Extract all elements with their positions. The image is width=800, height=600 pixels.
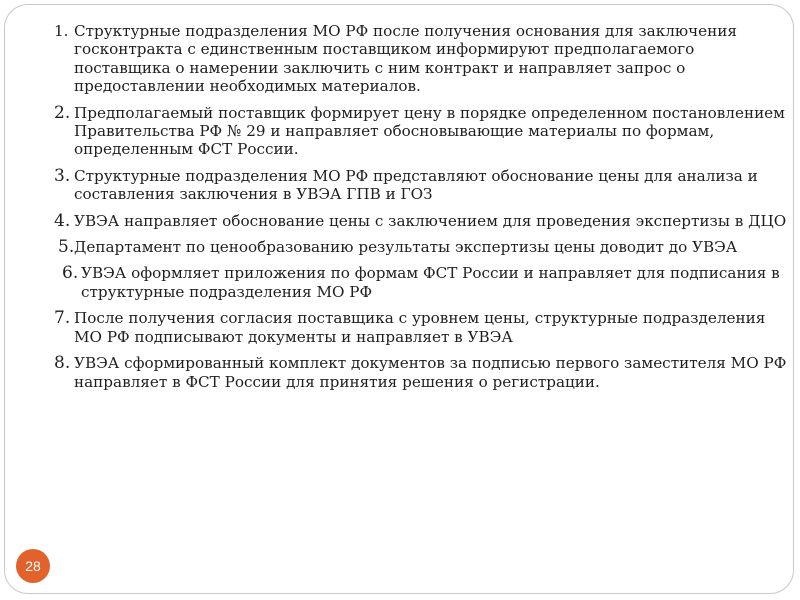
list-item [54, 309, 790, 346]
list-item [54, 22, 790, 96]
numbered-list [54, 22, 790, 399]
list-item-text: Структурные подразделения МО РФ представляют обоснование цены для анализа и составления заключения в УВЭА ГПВ и ГОЗ [74, 166, 758, 204]
list-item-number: 4. [54, 210, 71, 231]
list-item-number: 6. [62, 263, 79, 284]
list-item-text: Предполагаемый поставщик формирует цену в порядке определенном постановлением Правительства РФ № 29 и направляет обосновывающие материалы по формам, определенным ФСТ России. [74, 103, 785, 159]
list-item-number: 2. [54, 102, 71, 123]
list-item-number: 3. [54, 165, 71, 186]
list-item [54, 167, 790, 204]
list-item-number: 7. [54, 308, 71, 329]
list-item [54, 264, 790, 301]
page-number-badge: 28 [16, 549, 50, 583]
list-item-text: УВЭА направляет обоснование цены с заключением для проведения экспертизы в ДЦО [74, 211, 787, 230]
list-item-text: Структурные подразделения МО РФ после получения основания для заключения госконтракта с единственным поставщиком информируют предполагаемого поставщика о намерении заключить с ним контракт и направляет запрос о предоставлении необходимых материалов. [74, 22, 737, 96]
list-item-text: УВЭА сформированный комплект документов за подписью первого заместителя МО РФ направляет в ФСТ России для принятия решения о регистрации. [74, 354, 787, 391]
list-item-number: 8. [54, 353, 71, 374]
list-item-number: 5. [58, 237, 75, 258]
list-item [54, 354, 790, 391]
list-item-text: УВЭА оформляет приложения по формам ФСТ России и направляет для подписания в структурные подразделения МО РФ [81, 264, 780, 301]
list-item-text: После получения согласия поставщика с уровнем цены, структурные подразделения МО РФ подписывают документы и направляет в УВЭА [74, 309, 766, 346]
list-item [54, 212, 790, 230]
list-item-number: 1. [54, 22, 69, 40]
list-item [54, 238, 790, 256]
list-item-text: Департамент по ценообразованию результаты экспертизы цены доводит до УВЭА [74, 238, 738, 257]
list-item [54, 104, 790, 159]
